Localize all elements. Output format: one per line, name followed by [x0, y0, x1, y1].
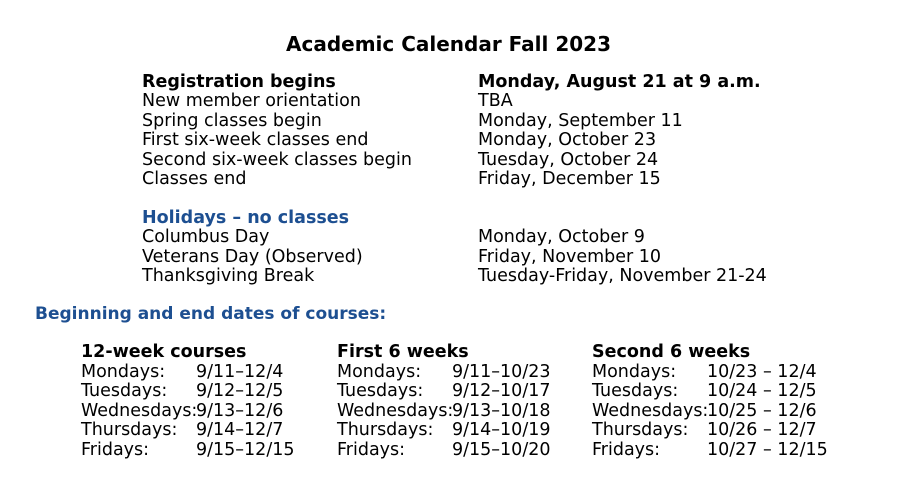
course-range: 10/26 – 12/7 — [707, 420, 817, 440]
event-label: First six-week classes end — [142, 130, 369, 150]
holiday-label: Columbus Day — [142, 227, 270, 247]
holiday-row-thanksgiving — [142, 266, 842, 286]
holiday-label: Thanksgiving Break — [142, 266, 315, 286]
course-range: 9/15–12/15 — [196, 440, 295, 460]
holiday-date: Friday, November 10 — [478, 247, 662, 267]
course-range: 9/14–12/7 — [196, 420, 284, 440]
course-range: 10/27 – 12/15 — [707, 440, 828, 460]
event-row-registration — [142, 72, 842, 92]
course-range: 10/23 – 12/4 — [707, 362, 817, 382]
course-row — [592, 420, 852, 440]
course-range: 9/15–10/20 — [452, 440, 551, 460]
course-day: Tuesdays: — [81, 381, 168, 401]
course-row — [337, 440, 597, 460]
event-label: Second six-week classes begin — [142, 150, 412, 170]
event-row-first-six-end — [142, 130, 842, 150]
course-row — [592, 440, 852, 460]
course-range: 9/13–10/18 — [452, 401, 551, 421]
course-day: Tuesdays: — [337, 381, 424, 401]
event-row-second-six-begin — [142, 150, 842, 170]
course-range: 10/24 – 12/5 — [707, 381, 817, 401]
holiday-row-columbus — [142, 227, 842, 247]
courses-heading: Beginning and end dates of courses: — [35, 304, 387, 324]
course-day: Thursdays: — [592, 420, 689, 440]
event-date: Monday, September 11 — [478, 111, 683, 131]
event-row-orientation — [142, 91, 842, 111]
holiday-label: Veterans Day (Observed) — [142, 247, 363, 267]
course-row — [81, 401, 341, 421]
course-day: Wednesdays: — [81, 401, 198, 421]
course-day: Wednesdays: — [337, 401, 454, 421]
event-date: Monday, August 21 at 9 a.m. — [478, 72, 761, 92]
course-range: 10/25 – 12/6 — [707, 401, 817, 421]
course-range: 9/13–12/6 — [196, 401, 284, 421]
course-row — [337, 420, 597, 440]
course-block-title: Second 6 weeks — [592, 342, 751, 362]
course-range: 9/11–10/23 — [452, 362, 551, 382]
course-range: 9/11–12/4 — [196, 362, 284, 382]
course-range: 9/12–12/5 — [196, 381, 284, 401]
course-range: 9/12–10/17 — [452, 381, 551, 401]
course-row — [592, 362, 852, 382]
course-row — [81, 420, 341, 440]
event-label: Registration begins — [142, 72, 336, 92]
event-label: Spring classes begin — [142, 111, 322, 131]
course-row — [81, 440, 341, 460]
course-day: Mondays: — [337, 362, 422, 382]
course-row — [81, 381, 341, 401]
course-row — [337, 381, 597, 401]
event-date: TBA — [478, 91, 513, 111]
event-row-classes-end — [142, 169, 842, 189]
course-day: Fridays: — [81, 440, 150, 460]
course-day: Thursdays: — [337, 420, 434, 440]
course-block-title: 12-week courses — [81, 342, 247, 362]
event-label: Classes end — [142, 169, 247, 189]
event-date: Tuesday, October 24 — [478, 150, 659, 170]
course-row — [81, 362, 341, 382]
course-row — [337, 362, 597, 382]
course-day: Mondays: — [81, 362, 166, 382]
course-block-title: First 6 weeks — [337, 342, 469, 362]
event-date: Friday, December 15 — [478, 169, 661, 189]
event-row-classes-begin — [142, 111, 842, 131]
course-day: Tuesdays: — [592, 381, 679, 401]
course-range: 9/14–10/19 — [452, 420, 551, 440]
course-day: Fridays: — [337, 440, 406, 460]
holiday-row-veterans — [142, 247, 842, 267]
course-day: Mondays: — [592, 362, 677, 382]
course-day: Thursdays: — [81, 420, 178, 440]
holidays-heading — [142, 208, 842, 228]
course-row — [592, 381, 852, 401]
holiday-date: Tuesday-Friday, November 21-24 — [478, 266, 767, 286]
course-day: Wednesdays: — [592, 401, 709, 421]
holidays-heading-text: Holidays – no classes — [142, 208, 350, 228]
course-row — [337, 401, 597, 421]
course-row — [592, 401, 852, 421]
course-day: Fridays: — [592, 440, 661, 460]
page-title: Academic Calendar Fall 2023 — [285, 32, 612, 56]
holiday-date: Monday, October 9 — [478, 227, 645, 247]
event-label: New member orientation — [142, 91, 361, 111]
event-date: Monday, October 23 — [478, 130, 657, 150]
